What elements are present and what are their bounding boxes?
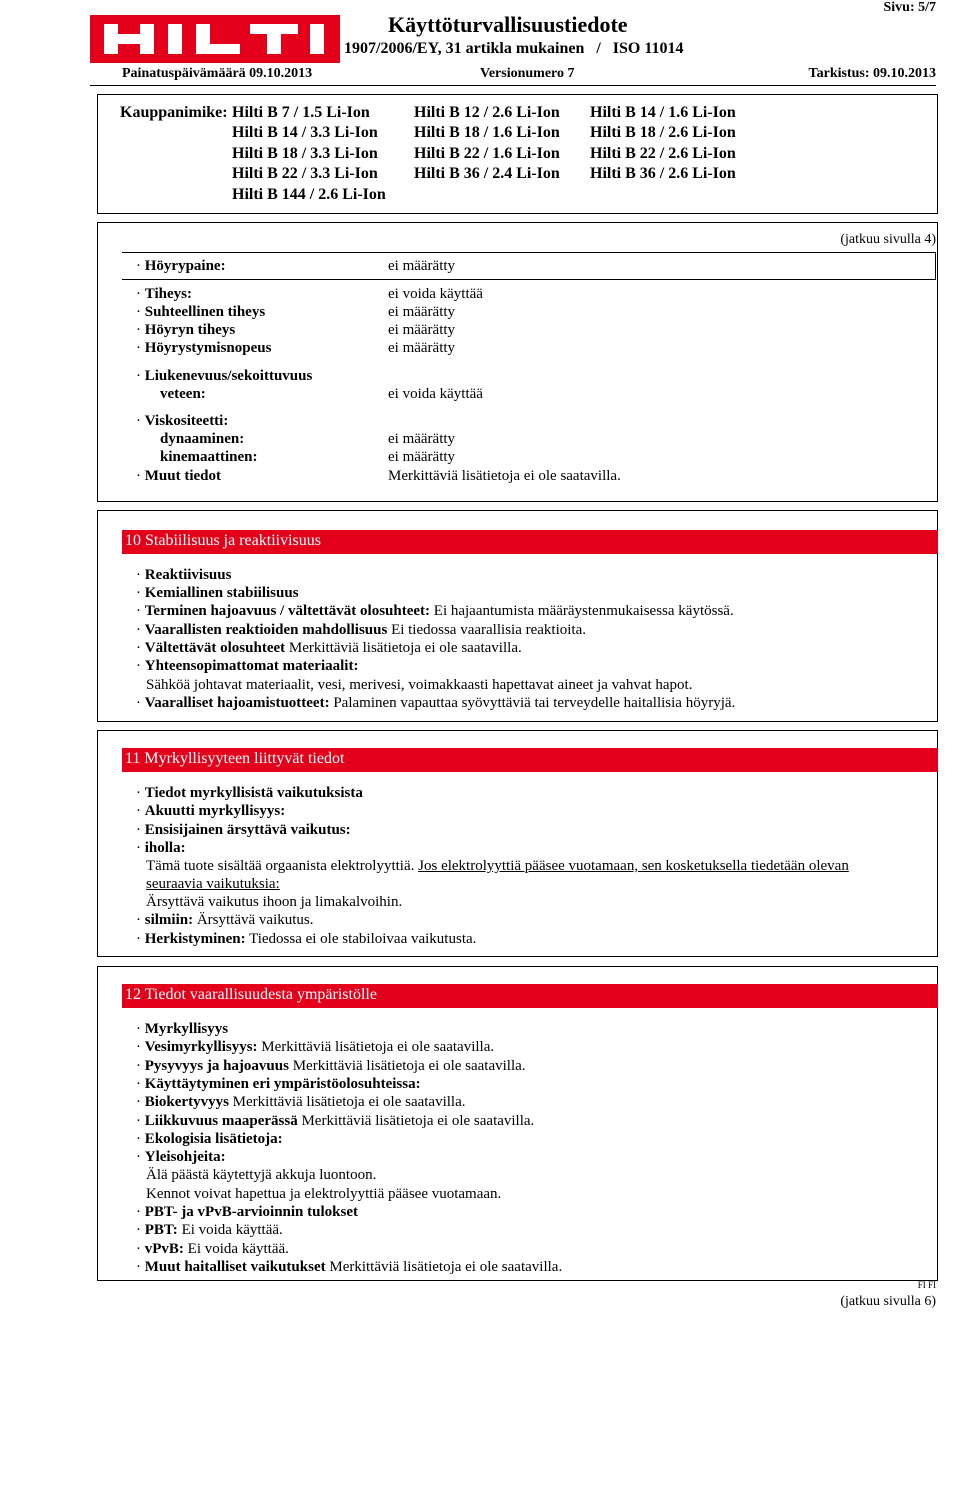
trade-name: Hilti B 18 / 1.6 Li-Ion: [414, 124, 560, 141]
reactivity-label: · Reaktiivisuus: [136, 567, 231, 584]
version-number: Versionumero 7: [480, 66, 575, 81]
sensitization-value: Tiedossa ei ole stabiloivaa vaikutusta.: [249, 931, 477, 947]
toxicological-effects-label: · Tiedot myrkyllisistä vaikutuksista: [136, 785, 363, 802]
kinematic-viscosity-label: kinemaattinen:: [160, 449, 258, 465]
incompatible-materials-value: Sähköä johtavat materiaalit, vesi, merivesi, voimakkaasti hapettavat aineet ja vahvat hapot.: [146, 677, 693, 693]
trade-name: Hilti B 14 / 1.6 Li-Ion: [590, 104, 736, 121]
relative-density-value: ei määrätty: [388, 304, 456, 320]
aquatic-toxicity-row: [136, 1039, 494, 1056]
thermal-decomposition-row: [136, 603, 734, 620]
other-adverse-effects-label: Muut haitalliset vaikutukset: [144, 1259, 326, 1275]
vpvb-label: vPvB:: [144, 1241, 184, 1257]
eyes-row: [136, 912, 314, 929]
skin-text-line-1: [146, 858, 849, 875]
continued-to: (jatkuu sivulla 6): [840, 1294, 936, 1309]
revision-date: Tarkistus: 09.10.2013: [808, 66, 936, 81]
hilti-logo: [90, 15, 340, 63]
trade-name: Hilti B 18 / 3.3 Li-Ion: [232, 145, 378, 162]
trade-name: Hilti B 22 / 1.6 Li-Ion: [414, 145, 560, 162]
pbt-value: Ei voida käyttää.: [181, 1222, 283, 1238]
trade-name: Hilti B 36 / 2.6 Li-Ion: [590, 165, 736, 182]
hazardous-decomposition-row: [136, 695, 735, 712]
other-info-label: · Muut tiedot: [136, 468, 221, 485]
persistence-row: [136, 1058, 526, 1075]
hazardous-reactions-label: Vaarallisten reaktioiden mahdollisuus: [144, 622, 388, 638]
hazardous-reactions-row: [136, 622, 586, 639]
incompatible-materials-label: · Yhteensopimattomat materiaalit:: [136, 658, 358, 675]
general-note-2: Kennot voivat hapettua ja elektrolyyttiä pääsee vuotamaan.: [146, 1186, 502, 1202]
persistence-label: Pysyvyys ja hajoavuus: [144, 1058, 289, 1074]
vpvb-value: Ei voida käyttää.: [187, 1241, 289, 1257]
vapour-density-value: ei määrätty: [388, 322, 456, 338]
trade-name: Hilti B 36 / 2.4 Li-Ion: [414, 165, 560, 182]
bioaccumulation-value: Merkittäviä lisätietoja ei ole saatavilla.: [232, 1094, 466, 1110]
soil-mobility-row: [136, 1113, 534, 1130]
conditions-to-avoid-label: Vältettävät olosuhteet: [144, 640, 286, 656]
density-value: ei voida käyttää: [388, 286, 483, 302]
skin-text-line-3: Ärsyttävä vaikutus ihoon ja limakalvoihin.: [146, 894, 403, 910]
eyes-label: silmiin:: [144, 912, 194, 928]
vapour-pressure-label: · Höyrypaine:: [136, 258, 226, 275]
solubility-water-label: veteen:: [160, 386, 206, 402]
solubility-label: · Liukenevuus/sekoittuvuus: [136, 368, 312, 385]
hazardous-decomposition-value: Palaminen vapauttaa syövyttäviä tai terveydelle haitallisia höyryjä.: [333, 695, 736, 711]
bioaccumulation-label: Biokertyvyys: [144, 1094, 229, 1110]
bioaccumulation-row: [136, 1094, 466, 1111]
dynamic-viscosity-value: ei määrätty: [388, 431, 456, 447]
solubility-value: ei voida käyttää: [388, 386, 483, 402]
vpvb-row: [136, 1241, 289, 1258]
general-notes-label: · Yleisohjeita:: [136, 1149, 226, 1166]
trade-name: Hilti B 7 / 1.5 Li-Ion: [232, 104, 370, 121]
viscosity-label: · Viskositeetti:: [136, 413, 228, 430]
hilti-logo-mark: [90, 15, 340, 63]
pbt-label: PBT:: [144, 1222, 178, 1238]
eyes-value: Ärsyttävä vaikutus.: [196, 912, 314, 928]
conditions-to-avoid-value: Merkittäviä lisätietoja ei ole saatavilla.: [288, 640, 522, 656]
section-11-heading-bar: [122, 748, 938, 772]
regulation-subtitle: 1907/2006/EY, 31 artikla mukainen / ISO 11014: [344, 40, 684, 57]
print-date: Painatuspäivämäärä 09.10.2013: [122, 66, 313, 81]
pbt-results-heading: · PBT- ja vPvB-arvioinnin tulokset: [136, 1204, 358, 1221]
ecological-info-label: · Ekologisia lisätietoja:: [136, 1131, 283, 1148]
header-rule: [90, 85, 936, 86]
evaporation-rate-value: ei määrätty: [388, 340, 456, 356]
acute-toxicity-label: · Akuutti myrkyllisyys:: [136, 803, 285, 820]
document-title: Käyttöturvallisuustiedote: [388, 12, 628, 37]
continued-from: (jatkuu sivulla 4): [840, 232, 936, 247]
section-10-title: 10 Stabiilisuus ja reaktiivisuus: [125, 532, 321, 549]
other-adverse-effects-row: [136, 1259, 562, 1276]
conditions-to-avoid-row: [136, 640, 522, 657]
trade-name: Hilti B 144 / 2.6 Li-Ion: [232, 186, 386, 203]
soil-mobility-label: Liikkuvuus maaperässä: [144, 1113, 298, 1129]
aquatic-toxicity-value: Merkittäviä lisätietoja ei ole saatavilla.: [261, 1039, 495, 1055]
page-number: Sivu: 5/7: [883, 0, 936, 15]
vapour-pressure-value: ei määrätty: [388, 258, 456, 274]
hazardous-reactions-value: Ei tiedossa vaarallisia reaktioita.: [391, 622, 586, 638]
thermal-decomposition-label: Terminen hajoavuus / vältettävät olosuhteet:: [144, 603, 431, 619]
soil-mobility-value: Merkittäviä lisätietoja ei ole saatavilla.: [301, 1113, 535, 1129]
skin-text-underlined: Jos elektrolyyttiä pääsee vuotamaan, sen kosketuksella tiedetään olevan: [418, 858, 849, 874]
trade-name: Hilti B 22 / 2.6 Li-Ion: [590, 145, 736, 162]
skin-text-plain: Tämä tuote sisältää orgaanista elektrolyyttiä.: [146, 858, 415, 874]
vapour-pressure-frame: [122, 252, 936, 280]
evaporation-rate-label: · Höyrystymisnopeus: [136, 340, 271, 357]
kinematic-viscosity-value: ei määrätty: [388, 449, 456, 465]
chemical-stability-label: · Kemiallinen stabiilisuus: [136, 585, 299, 602]
dynamic-viscosity-label: dynaaminen:: [160, 431, 245, 447]
toxicity-label: · Myrkyllisyys: [136, 1021, 228, 1038]
section-10-heading-bar: [122, 530, 938, 554]
sensitization-row: [136, 931, 476, 948]
section-11-title: 11 Myrkyllisyyteen liittyvät tiedot: [125, 750, 345, 767]
trade-name: Hilti B 18 / 2.6 Li-Ion: [590, 124, 736, 141]
thermal-decomposition-value: Ei hajaantumista määräystenmukaisessa käytössä.: [433, 603, 734, 619]
skin-label: · iholla:: [136, 840, 186, 857]
trade-name: Hilti B 12 / 2.6 Li-Ion: [414, 104, 560, 121]
general-note-1: Älä päästä käytettyjä akkuja luontoon.: [146, 1167, 377, 1183]
section-12-title: 12 Tiedot vaarallisuudesta ympäristölle: [125, 986, 377, 1003]
skin-text-line-2: seuraavia vaikutuksia:: [146, 876, 280, 892]
hazardous-decomposition-label: Vaaralliset hajoamistuotteet:: [144, 695, 330, 711]
environmental-behaviour-label: · Käyttäytyminen eri ympäristöolosuhteissa:: [136, 1076, 421, 1093]
section-12-heading-bar: [122, 984, 938, 1008]
density-label: · Tiheys:: [136, 286, 192, 303]
language-code: FI FI: [917, 1280, 936, 1290]
relative-density-label: · Suhteellinen tiheys: [136, 304, 265, 321]
sensitization-label: Herkistyminen:: [144, 931, 246, 947]
pbt-row: [136, 1222, 283, 1239]
primary-irritant-label: · Ensisijainen ärsyttävä vaikutus:: [136, 822, 351, 839]
aquatic-toxicity-label: Vesimyrkyllisyys:: [144, 1039, 258, 1055]
trade-name-label: Kauppanimike:: [120, 104, 228, 121]
trade-name: Hilti B 14 / 3.3 Li-Ion: [232, 124, 378, 141]
vapour-density-label: · Höyryn tiheys: [136, 322, 235, 339]
trade-name: Hilti B 22 / 3.3 Li-Ion: [232, 165, 378, 182]
other-info-value: Merkittäviä lisätietoja ei ole saatavilla.: [388, 468, 621, 484]
persistence-value: Merkittäviä lisätietoja ei ole saatavilla.: [292, 1058, 526, 1074]
other-adverse-effects-value: Merkittäviä lisätietoja ei ole saatavilla.: [329, 1259, 563, 1275]
